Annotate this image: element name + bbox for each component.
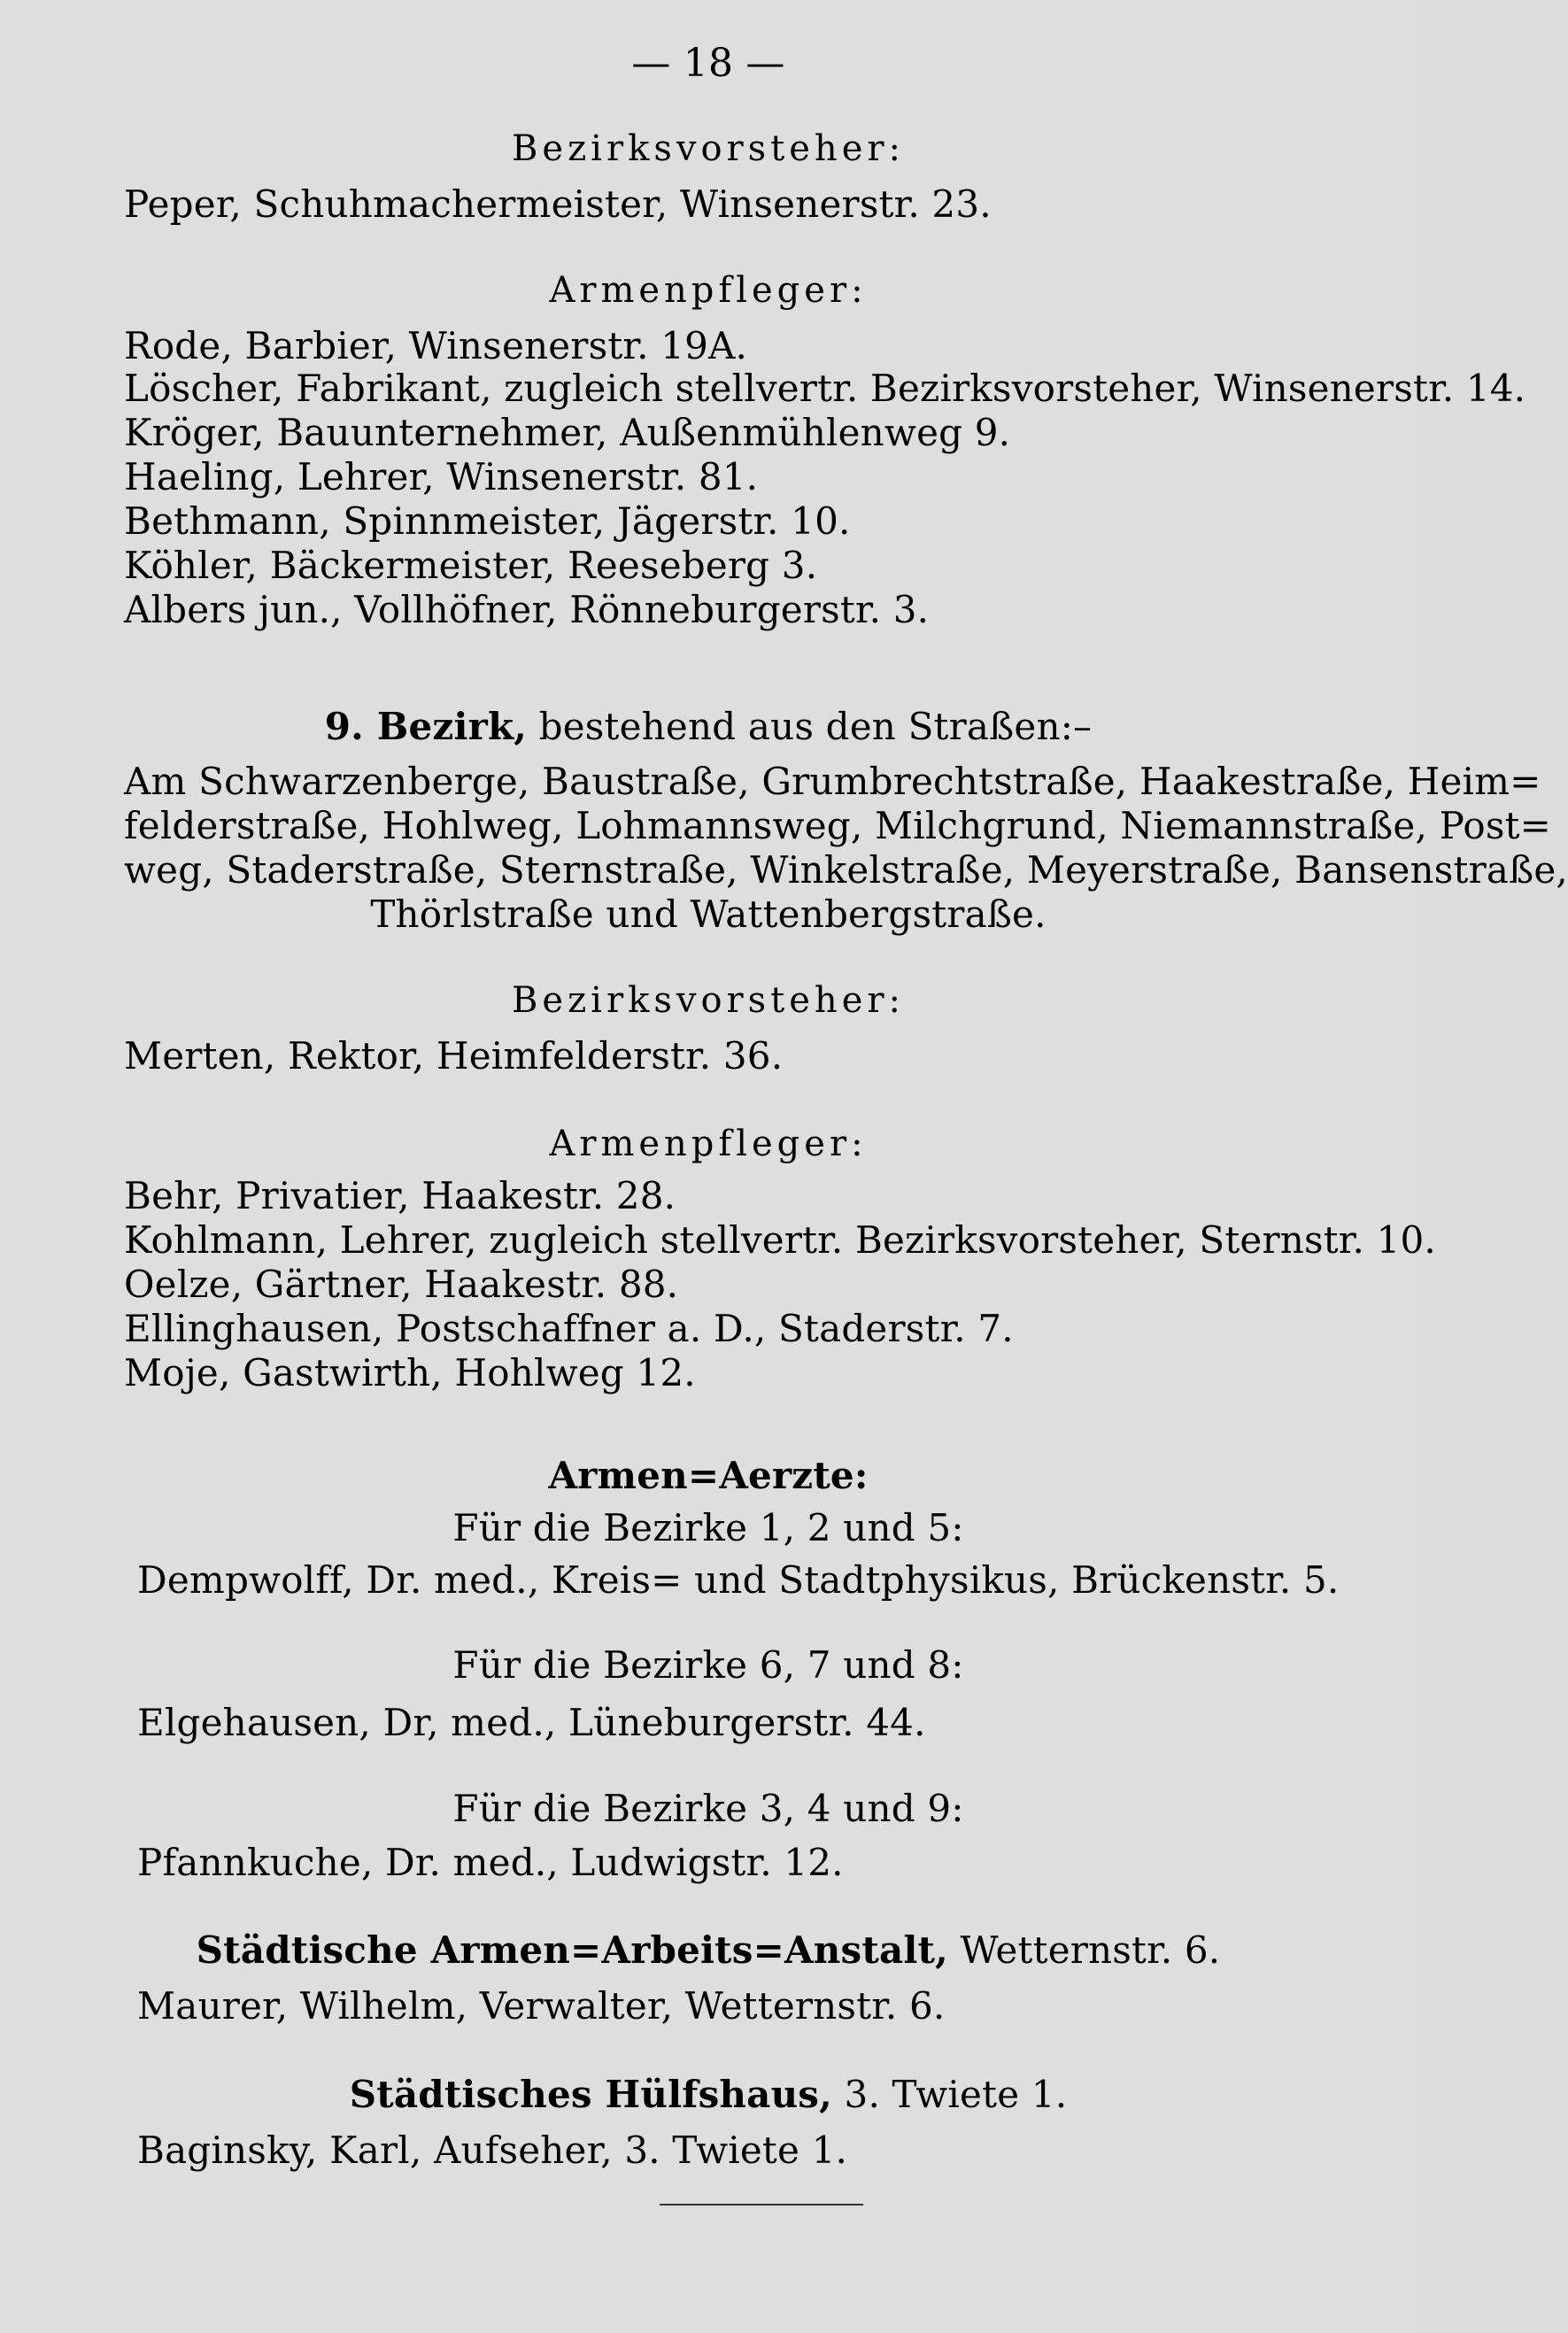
entry-armenpfleger: Bethmann, Spinnmeister, Jägerstr. 10.: [124, 499, 851, 543]
district-9-streets: Am Schwarzenberge, Baustraße, Grumbrechtstraße, Haakestraße, Heim=: [124, 760, 1541, 803]
district-9-number: 9. Bezirk,: [324, 705, 528, 748]
doctor-entry: Dempwolff, Dr. med., Kreis= und Stadtphysikus, Brückenstr. 5.: [137, 1558, 1340, 1602]
work-institute-address: Wetternstr. 6.: [947, 1928, 1221, 1972]
entry-armenpfleger: Oelze, Gärtner, Haakestr. 88.: [124, 1263, 679, 1306]
closing-rule: [660, 2204, 863, 2206]
work-institute-title: [0, 1928, 1417, 1972]
district-9-streets: weg, Staderstraße, Sternstraße, Winkelstraße, Meyerstraße, Bansenstraße,: [124, 848, 1568, 892]
entry-armenpfleger: Behr, Privatier, Haakestr. 28.: [124, 1174, 676, 1217]
entry-armenpfleger: Löscher, Fabrikant, zugleich stellvertr. Bezirksvorsteher, Winsenerstr. 14.: [124, 367, 1526, 410]
aid-house-title: [0, 2073, 1417, 2116]
district-9-subtitle: bestehend aus den Straßen:–: [527, 705, 1093, 748]
entry-armenpfleger: Kohlmann, Lehrer, zugleich stellvertr. Bezirksvorsteher, Sternstr. 10.: [124, 1218, 1436, 1262]
aid-house-address: 3. Twiete 1.: [831, 2073, 1068, 2116]
entry-armenpfleger: Kröger, Bauunternehmer, Außenmühlenweg 9.: [124, 411, 1011, 454]
entry-armenpfleger: Albers jun., Vollhöfner, Rönneburgerstr. 3.: [124, 588, 930, 631]
entry-armenpfleger: Moje, Gastwirth, Hohlweg 12.: [124, 1351, 696, 1394]
district-9-title: [0, 705, 1417, 748]
district-9-streets: Thörlstraße und Wattenbergstraße.: [370, 892, 1047, 936]
aid-house-name: Städtisches Hülfshaus,: [349, 2073, 832, 2116]
entry-armenpfleger: Köhler, Bäckermeister, Reeseberg 3.: [124, 544, 818, 587]
doctor-entry: Pfannkuche, Dr. med., Ludwigstr. 12.: [137, 1841, 844, 1884]
doctor-entry: Elgehausen, Dr, med., Lüneburgerstr. 44.: [137, 1701, 926, 1744]
heading-bezirksvorsteher: Bezirksvorsteher:: [512, 980, 905, 1021]
doctor-group-label: Für die Bezirke 3, 4 und 9:: [452, 1787, 964, 1830]
heading-armenpfleger: Armenpfleger:: [549, 1124, 868, 1164]
entry-armenpfleger: Haeling, Lehrer, Winsenerstr. 81.: [124, 455, 759, 498]
work-institute-name: Städtische Armen=Arbeits=Anstalt,: [196, 1928, 948, 1972]
entry-armenpfleger: Rode, Barbier, Winsenerstr. 19A.: [124, 324, 748, 367]
district-9-streets: felderstraße, Hohlweg, Lohmannsweg, Milchgrund, Niemannstraße, Post=: [124, 804, 1552, 847]
page-number: — 18 —: [631, 41, 785, 86]
entry-bezirksvorsteher: Peper, Schuhmachermeister, Winsenerstr. 23.: [124, 182, 992, 226]
heading-bezirksvorsteher: Bezirksvorsteher:: [512, 128, 905, 169]
heading-armen-aerzte: Armen=Aerzte:: [548, 1454, 869, 1497]
aid-house-entry: Baginsky, Karl, Aufseher, 3. Twiete 1.: [137, 2128, 848, 2172]
entry-armenpfleger: Ellinghausen, Postschaffner a. D., Staderstr. 7.: [124, 1307, 1014, 1350]
doctor-group-label: Für die Bezirke 1, 2 und 5:: [452, 1506, 964, 1549]
entry-bezirksvorsteher: Merten, Rektor, Heimfelderstr. 36.: [124, 1034, 784, 1078]
doctor-group-label: Für die Bezirke 6, 7 und 8:: [452, 1643, 964, 1687]
heading-armenpfleger: Armenpfleger:: [549, 270, 868, 311]
work-institute-entry: Maurer, Wilhelm, Verwalter, Wetternstr. 6.: [137, 1984, 946, 2028]
